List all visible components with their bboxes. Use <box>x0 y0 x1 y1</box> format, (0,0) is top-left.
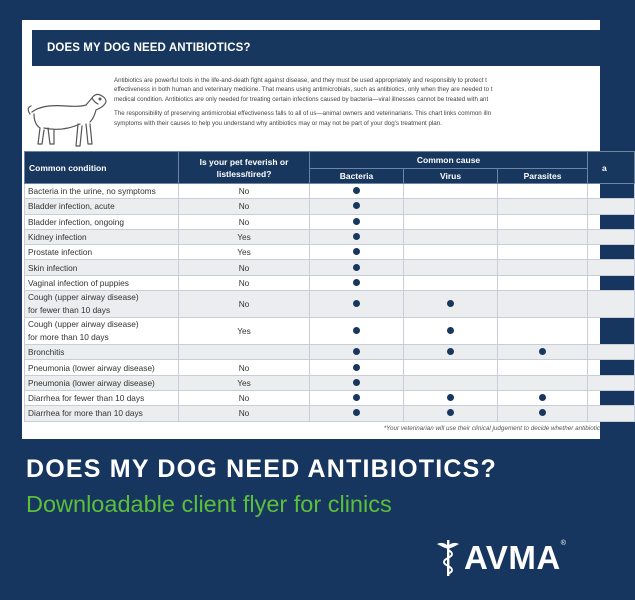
parasites-cell <box>498 260 588 275</box>
cause-dot-icon <box>447 409 454 416</box>
bacteria-cell <box>310 229 404 244</box>
cause-dot-icon <box>447 348 454 355</box>
virus-cell <box>404 318 498 345</box>
extra-cell <box>588 375 635 390</box>
table-row <box>25 275 635 290</box>
feverish-cell: No <box>179 275 310 290</box>
bacteria-cell <box>310 318 404 345</box>
cause-dot-icon <box>353 379 360 386</box>
extra-cell <box>588 260 635 275</box>
cause-dot-icon <box>539 394 546 401</box>
cause-dot-icon <box>447 300 454 307</box>
bacteria-cell <box>310 184 404 199</box>
table-row <box>25 318 635 345</box>
table-body <box>25 184 635 422</box>
cause-dot-icon <box>539 348 546 355</box>
cause-dot-icon <box>353 264 360 271</box>
condition-cell: Skin infection <box>25 260 179 275</box>
feverish-cell: No <box>179 184 310 199</box>
feverish-cell: Yes <box>179 318 310 345</box>
virus-cell <box>404 345 498 360</box>
table-row <box>25 245 635 260</box>
intro-paragraph-1: Antibiotics are powerful tools in the life-and-death fight against disease, and they must be used appropriately and responsibly to protect t effectiveness in both human and veterinary medicine. That means using antimicrobials, such as antibiotics, only when they are needed to t medical condition. Antibiotics are only needed for treating certain infections caused by bacteria—viral illnesses cannot be treated with ant <box>114 77 493 103</box>
extra-cell <box>588 360 635 375</box>
condition-cell: Bronchitis <box>25 345 179 360</box>
parasites-cell <box>498 214 588 229</box>
bacteria-cell <box>310 199 404 214</box>
virus-cell <box>404 375 498 390</box>
virus-cell <box>404 214 498 229</box>
cause-dot-icon <box>447 394 454 401</box>
headline: DOES MY DOG NEED ANTIBIOTICS? <box>26 455 497 483</box>
feverish-cell: No <box>179 291 310 318</box>
subline: Downloadable client flyer for clinics <box>26 491 392 517</box>
extra-cell <box>588 229 635 244</box>
header-common-condition: Common condition <box>25 152 179 184</box>
table-row <box>25 229 635 244</box>
bacteria-cell <box>310 245 404 260</box>
bacteria-cell <box>310 390 404 405</box>
parasites-cell <box>498 291 588 318</box>
cause-dot-icon <box>353 187 360 194</box>
table-row <box>25 184 635 199</box>
table-row <box>25 375 635 390</box>
table-row <box>25 260 635 275</box>
extra-cell <box>588 184 635 199</box>
header-extra-partial: a <box>588 152 635 184</box>
cause-dot-icon <box>447 327 454 334</box>
feverish-cell: Yes <box>179 245 310 260</box>
avma-logo <box>436 538 566 578</box>
table-row <box>25 291 635 318</box>
virus-cell <box>404 360 498 375</box>
parasites-cell <box>498 406 588 421</box>
parasites-cell <box>498 375 588 390</box>
virus-cell <box>404 275 498 290</box>
feverish-cell: No <box>179 199 310 214</box>
table-row <box>25 199 635 214</box>
header-common-cause: Common cause <box>310 152 588 169</box>
extra-cell <box>588 275 635 290</box>
condition-cell: Pneumonia (lower airway disease) <box>25 375 179 390</box>
feverish-cell: No <box>179 406 310 421</box>
table-row <box>25 360 635 375</box>
virus-cell <box>404 260 498 275</box>
condition-cell: Bladder infection, acute <box>25 199 179 214</box>
bacteria-cell <box>310 345 404 360</box>
condition-cell: Bacteria in the urine, no symptoms <box>25 184 179 199</box>
extra-cell <box>588 345 635 360</box>
virus-cell <box>404 406 498 421</box>
header-feverish: Is your pet feverish or listless/tired? <box>179 152 310 184</box>
extra-cell <box>588 214 635 229</box>
feverish-cell: No <box>179 260 310 275</box>
table-row <box>25 406 635 421</box>
feverish-cell: Yes <box>179 375 310 390</box>
bacteria-cell <box>310 214 404 229</box>
cause-dot-icon <box>353 409 360 416</box>
condition-cell: Cough (upper airway disease) for fewer than 10 days <box>25 291 179 318</box>
cause-dot-icon <box>539 409 546 416</box>
caduceus-icon <box>436 538 460 578</box>
parasites-cell <box>498 245 588 260</box>
cause-dot-icon <box>353 300 360 307</box>
virus-cell <box>404 184 498 199</box>
cause-dot-icon <box>353 327 360 334</box>
cause-dot-icon <box>353 218 360 225</box>
extra-cell <box>588 199 635 214</box>
condition-cell: Pneumonia (lower airway disease) <box>25 360 179 375</box>
cause-dot-icon <box>353 279 360 286</box>
header-parasites: Parasites <box>498 169 588 184</box>
extra-cell <box>588 245 635 260</box>
bacteria-cell <box>310 360 404 375</box>
extra-cell <box>588 291 635 318</box>
extra-cell <box>588 406 635 421</box>
virus-cell <box>404 245 498 260</box>
extra-cell <box>588 318 635 345</box>
header-virus: Virus <box>404 169 498 184</box>
feverish-cell: Yes <box>179 229 310 244</box>
parasites-cell <box>498 360 588 375</box>
cause-dot-icon <box>353 348 360 355</box>
avma-logo-text: AVMA <box>464 539 561 576</box>
feverish-cell <box>179 345 310 360</box>
condition-cell: Vaginal infection of puppies <box>25 275 179 290</box>
virus-cell <box>404 390 498 405</box>
cause-dot-icon <box>353 248 360 255</box>
parasites-cell <box>498 229 588 244</box>
flyer-title: DOES MY DOG NEED ANTIBIOTICS? <box>32 30 600 66</box>
condition-cell: Bladder infection, ongoing <box>25 214 179 229</box>
extra-cell <box>588 390 635 405</box>
feverish-cell: No <box>179 390 310 405</box>
condition-cell: Cough (upper airway disease) for more than 10 days <box>25 318 179 345</box>
dog-illustration <box>22 78 114 158</box>
parasites-cell <box>498 184 588 199</box>
header-bacteria: Bacteria <box>310 169 404 184</box>
parasites-cell <box>498 390 588 405</box>
bacteria-cell <box>310 275 404 290</box>
virus-cell <box>404 199 498 214</box>
flyer-preview <box>22 20 607 439</box>
registered-mark: ® <box>560 540 566 547</box>
bacteria-cell <box>310 375 404 390</box>
condition-cell: Diarrhea for more than 10 days <box>25 406 179 421</box>
virus-cell <box>404 291 498 318</box>
cause-dot-icon <box>353 364 360 371</box>
cause-dot-icon <box>353 394 360 401</box>
feverish-cell: No <box>179 214 310 229</box>
parasites-cell <box>498 199 588 214</box>
parasites-cell <box>498 275 588 290</box>
condition-cell: Diarrhea for fewer than 10 days <box>25 390 179 405</box>
feverish-cell: No <box>179 360 310 375</box>
bacteria-cell <box>310 406 404 421</box>
virus-cell <box>404 229 498 244</box>
conditions-table <box>24 151 635 422</box>
parasites-cell <box>498 318 588 345</box>
table-row <box>25 390 635 405</box>
table-row <box>25 345 635 360</box>
condition-cell: Prostate infection <box>25 245 179 260</box>
bacteria-cell <box>310 260 404 275</box>
cause-dot-icon <box>353 202 360 209</box>
intro-text <box>114 76 584 133</box>
parasites-cell <box>498 345 588 360</box>
condition-cell: Kidney infection <box>25 229 179 244</box>
intro-paragraph-2: The responsibility of preserving antimicrobial effectiveness falls to all of us—animal owners and veterinarians. This chart links common illn symptoms with their causes to help you understand why antibiotics may or may not be part of your dog's treatment plan. <box>114 110 492 127</box>
table-row <box>25 214 635 229</box>
footnote: *Your veterinarian will use their clinical judgement to decide whether antibiotic <box>383 425 600 432</box>
cause-dot-icon <box>353 233 360 240</box>
bacteria-cell <box>310 291 404 318</box>
